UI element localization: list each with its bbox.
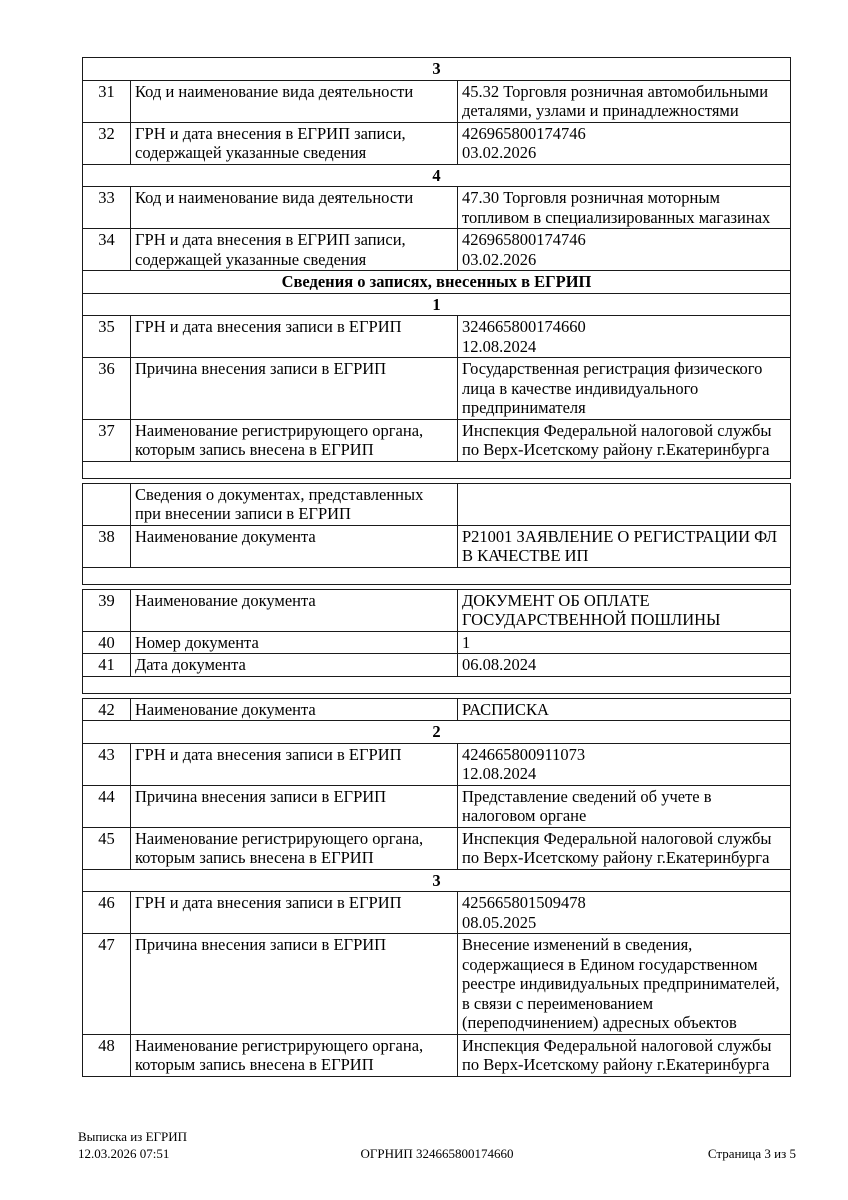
record-row-31 xyxy=(83,80,791,122)
row-number: 47 xyxy=(83,934,131,1035)
section-header: 4 xyxy=(83,164,791,187)
row-number: 33 xyxy=(83,187,131,229)
record-row-48 xyxy=(83,1034,791,1076)
row-value: 47.30 Торговля розничная моторным топливом в специализированных магазинах xyxy=(458,187,791,229)
section-header-row xyxy=(83,271,791,294)
spacer-row xyxy=(83,567,791,584)
footer-left xyxy=(78,1128,360,1162)
row-number: 32 xyxy=(83,122,131,164)
record-row-36 xyxy=(83,358,791,420)
row-value: 45.32 Торговля розничная автомобильными деталями, узлами и принадлежностями xyxy=(458,80,791,122)
row-label: Сведения о документах, представленных при внесении записи в ЕГРИП xyxy=(131,483,458,525)
egrip-table xyxy=(82,57,790,1081)
spacer-cell xyxy=(83,676,791,693)
footer-doc-title: Выписка из ЕГРИП xyxy=(78,1129,188,1144)
record-row-43 xyxy=(83,743,791,785)
row-value: Инспекция Федеральной налоговой службы по Верх-Исетскому району г.Екатеринбурга xyxy=(458,827,791,869)
row-value: 424665800911073 12.08.2024 xyxy=(458,743,791,785)
row-value: Государственная регистрация физического лица в качестве индивидуального предпринимателя xyxy=(458,358,791,420)
row-value: 1 xyxy=(458,631,791,654)
row-label: Код и наименование вида деятельности xyxy=(131,187,458,229)
row-number xyxy=(83,483,131,525)
record-row-44 xyxy=(83,785,791,827)
section-header: 1 xyxy=(83,293,791,316)
row-value: 426965800174746 03.02.2026 xyxy=(458,122,791,164)
row-number: 48 xyxy=(83,1034,131,1076)
row-label: Причина внесения записи в ЕГРИП xyxy=(131,785,458,827)
row-number: 34 xyxy=(83,229,131,271)
row-label: Наименование документа xyxy=(131,525,458,567)
spacer-row xyxy=(83,676,791,693)
table-block-1 xyxy=(82,57,791,479)
section-header-row xyxy=(83,293,791,316)
row-number: 39 xyxy=(83,589,131,631)
row-label: Причина внесения записи в ЕГРИП xyxy=(131,358,458,420)
record-row-33 xyxy=(83,187,791,229)
record-row xyxy=(83,483,791,525)
record-row-47 xyxy=(83,934,791,1035)
row-label: Номер документа xyxy=(131,631,458,654)
section-header: Сведения о записях, внесенных в ЕГРИП xyxy=(83,271,791,294)
record-row-46 xyxy=(83,892,791,934)
row-value: 06.08.2024 xyxy=(458,654,791,677)
row-label: Причина внесения записи в ЕГРИП xyxy=(131,934,458,1035)
row-value: Внесение изменений в сведения, содержащиеся в Едином государственном реестре индивидуальных предпринимателей, в связи с переименованием (переподчинением) адресных объектов xyxy=(458,934,791,1035)
spacer-cell xyxy=(83,461,791,478)
row-value: РАСПИСКА xyxy=(458,698,791,721)
row-number: 44 xyxy=(83,785,131,827)
section-header: 2 xyxy=(83,721,791,744)
row-number: 45 xyxy=(83,827,131,869)
row-label: ГРН и дата внесения записи в ЕГРИП xyxy=(131,892,458,934)
row-number: 41 xyxy=(83,654,131,677)
row-value: Инспекция Федеральной налоговой службы по Верх-Исетскому району г.Екатеринбурга xyxy=(458,419,791,461)
row-value: Представление сведений об учете в налоговом органе xyxy=(458,785,791,827)
record-row-45 xyxy=(83,827,791,869)
footer-datetime: 12.03.2026 07:51 xyxy=(78,1146,170,1161)
row-value: Инспекция Федеральной налоговой службы по Верх-Исетскому району г.Екатеринбурга xyxy=(458,1034,791,1076)
page-footer xyxy=(78,1128,796,1162)
row-value xyxy=(458,483,791,525)
row-number: 37 xyxy=(83,419,131,461)
row-value: ДОКУМЕНТ ОБ ОПЛАТЕ ГОСУДАРСТВЕННОЙ ПОШЛИНЫ xyxy=(458,589,791,631)
table-block-3 xyxy=(82,589,791,694)
section-header-row xyxy=(83,721,791,744)
row-number: 43 xyxy=(83,743,131,785)
footer-page-number: Страница 3 из 5 xyxy=(707,1146,796,1161)
section-header: 3 xyxy=(83,869,791,892)
row-number: 46 xyxy=(83,892,131,934)
record-row-37 xyxy=(83,419,791,461)
record-row-34 xyxy=(83,229,791,271)
row-label: ГРН и дата внесения записи в ЕГРИП xyxy=(131,743,458,785)
row-value: 324665800174660 12.08.2024 xyxy=(458,316,791,358)
row-label: ГРН и дата внесения в ЕГРИП записи, содержащей указанные сведения xyxy=(131,229,458,271)
row-value: 426965800174746 03.02.2026 xyxy=(458,229,791,271)
row-value: 425665801509478 08.05.2025 xyxy=(458,892,791,934)
row-label: Наименование документа xyxy=(131,698,458,721)
footer-ogrnip: ОГРНИП 324665800174660 xyxy=(360,1146,514,1161)
record-row-41 xyxy=(83,654,791,677)
row-label: Наименование регистрирующего органа, которым запись внесена в ЕГРИП xyxy=(131,1034,458,1076)
table-block-4 xyxy=(82,698,791,1077)
record-row-39 xyxy=(83,589,791,631)
record-row-32 xyxy=(83,122,791,164)
record-row-40 xyxy=(83,631,791,654)
row-label: Наименование документа xyxy=(131,589,458,631)
spacer-cell xyxy=(83,567,791,584)
record-row-38 xyxy=(83,525,791,567)
record-row-42 xyxy=(83,698,791,721)
spacer-row xyxy=(83,461,791,478)
table-block-2 xyxy=(82,483,791,585)
section-header-row xyxy=(83,869,791,892)
section-header: 3 xyxy=(83,58,791,81)
row-number: 31 xyxy=(83,80,131,122)
row-label: Код и наименование вида деятельности xyxy=(131,80,458,122)
row-label: ГРН и дата внесения в ЕГРИП записи, содержащей указанные сведения xyxy=(131,122,458,164)
row-number: 38 xyxy=(83,525,131,567)
section-header-row xyxy=(83,58,791,81)
row-label: Дата документа xyxy=(131,654,458,677)
row-number: 40 xyxy=(83,631,131,654)
row-label: Наименование регистрирующего органа, которым запись внесена в ЕГРИП xyxy=(131,827,458,869)
row-label: Наименование регистрирующего органа, которым запись внесена в ЕГРИП xyxy=(131,419,458,461)
row-number: 42 xyxy=(83,698,131,721)
row-number: 35 xyxy=(83,316,131,358)
record-row-35 xyxy=(83,316,791,358)
row-label: ГРН и дата внесения записи в ЕГРИП xyxy=(131,316,458,358)
section-header-row xyxy=(83,164,791,187)
row-number: 36 xyxy=(83,358,131,420)
row-value: Р21001 ЗАЯВЛЕНИЕ О РЕГИСТРАЦИИ ФЛ В КАЧЕСТВЕ ИП xyxy=(458,525,791,567)
